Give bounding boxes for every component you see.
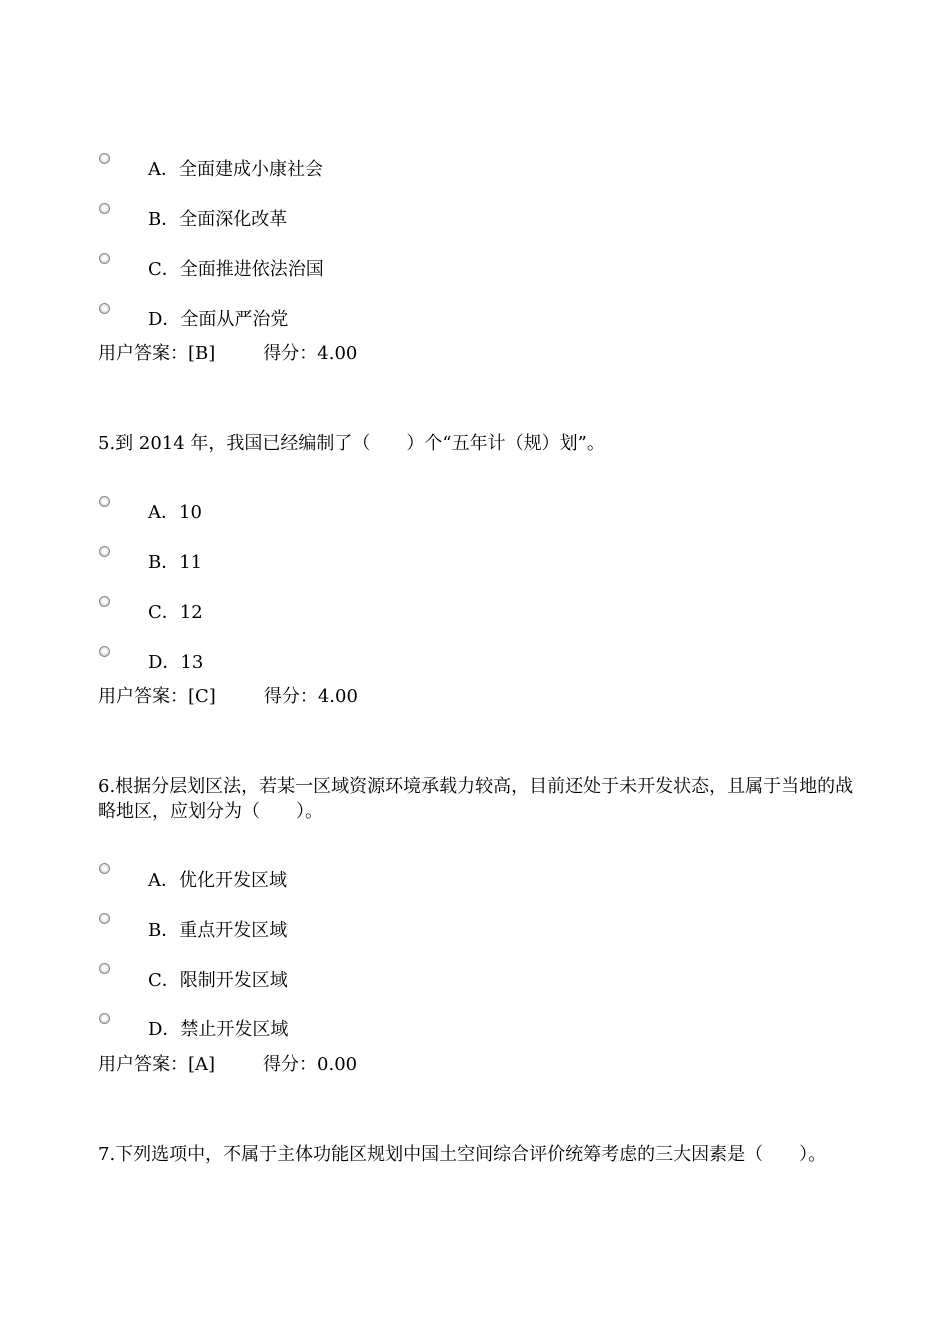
- radio-option-5a[interactable]: [99, 496, 110, 507]
- radio-option-5b[interactable]: [99, 546, 110, 557]
- option-5a-label: A．10: [148, 502, 202, 523]
- answer-row-6: [98, 1050, 357, 1076]
- user-answer-5: 用户答案：[C]: [98, 686, 216, 707]
- option-6d-label: D．禁止开发区域: [148, 1019, 289, 1040]
- user-answer-4: 用户答案：[B]: [98, 343, 216, 364]
- option-6c-label: C．限制开发区域: [148, 970, 288, 991]
- option-5d-label: D．13: [148, 652, 204, 673]
- answer-row-4: [98, 339, 357, 365]
- radio-option-5c[interactable]: [99, 596, 110, 607]
- option-6a-label: A．优化开发区域: [148, 870, 287, 891]
- option-4a-label: A．全面建成小康社会: [148, 159, 323, 180]
- user-answer-6: 用户答案：[A]: [98, 1054, 216, 1075]
- radio-option-4a[interactable]: [99, 153, 110, 164]
- question-6-line-2: 略地区，应划分为（ ）。: [98, 801, 323, 822]
- radio-option-6d[interactable]: [99, 1013, 110, 1024]
- option-4c-label: C．全面推进依法治国: [148, 259, 324, 280]
- question-6-text: [98, 774, 853, 824]
- option-6b-label: B．重点开发区域: [148, 920, 288, 941]
- radio-option-6a[interactable]: [99, 863, 110, 874]
- radio-option-4d[interactable]: [99, 303, 110, 314]
- question-7-text: 7.下列选项中，不属于主体功能区规划中国土空间综合评价统筹考虑的三大因素是（ ）。: [98, 1144, 827, 1165]
- radio-option-5d[interactable]: [99, 646, 110, 657]
- question-6-line-1: 6.根据分层划区法，若某一区域资源环境承载力较高，目前还处于未开发状态，且属于当地的战: [98, 776, 854, 797]
- score-4: 得分：4.00: [263, 343, 358, 364]
- question-5-text: 5.到 2014 年，我国已经编制了（ ）个“五年计（规）划”。: [98, 433, 605, 454]
- option-5c-label: C．12: [148, 602, 203, 623]
- radio-option-6c[interactable]: [99, 963, 110, 974]
- option-5b-label: B．11: [148, 552, 203, 573]
- option-4d-label: D．全面从严治党: [148, 309, 289, 330]
- score-6: 得分：0.00: [263, 1054, 358, 1075]
- answer-row-5: [98, 682, 358, 708]
- radio-option-6b[interactable]: [99, 913, 110, 924]
- radio-option-4c[interactable]: [99, 253, 110, 264]
- score-5: 得分：4.00: [263, 686, 358, 707]
- radio-option-4b[interactable]: [99, 203, 110, 214]
- option-4b-label: B．全面深化改革: [148, 209, 288, 230]
